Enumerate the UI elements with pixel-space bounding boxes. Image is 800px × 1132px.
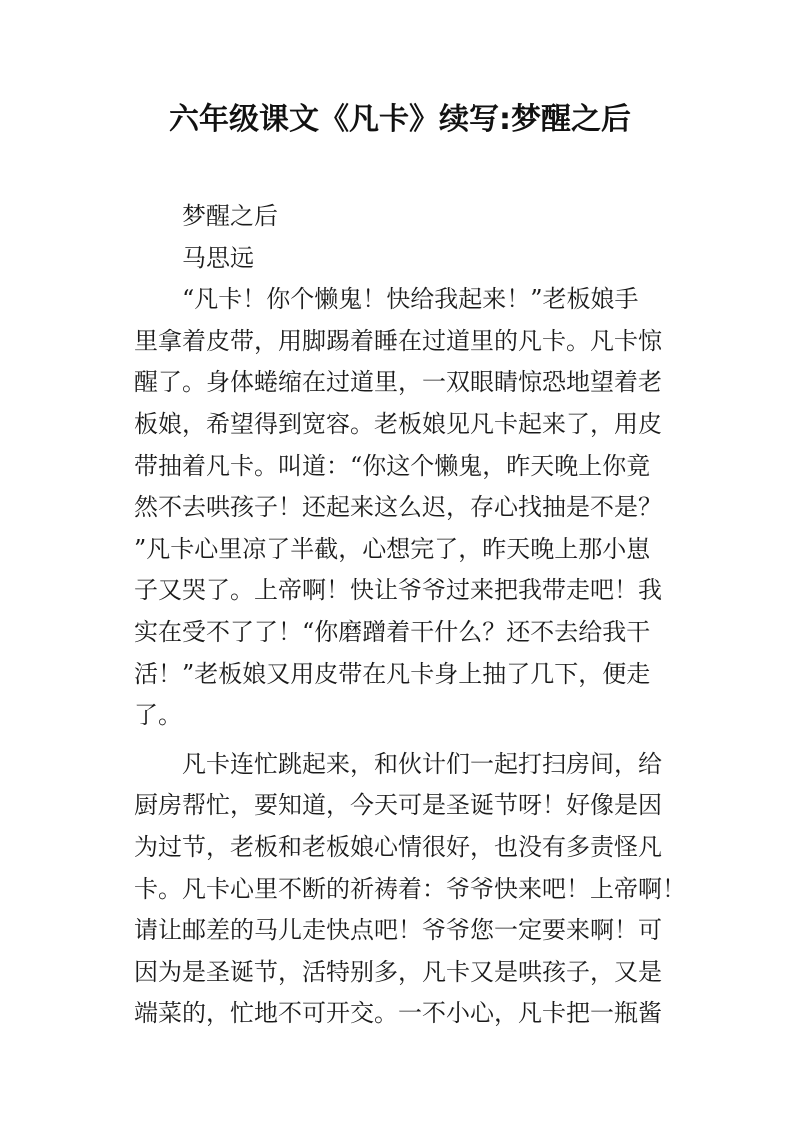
paragraph-line: 板娘，希望得到宽容。老板娘见凡卡起来了，用皮 <box>134 409 662 438</box>
paragraph-line: 卡。凡卡心里不断的祈祷着：爷爷快来吧！上帝啊！ <box>134 874 686 903</box>
paragraph-line: ”凡卡心里凉了半截，心想完了，昨天晚上那小崽 <box>134 534 651 563</box>
paragraph-line: 厨房帮忙，要知道，今天可是圣诞节呀！好像是因 <box>134 791 662 820</box>
paragraph-line: 因为是圣诞节，活特别多，凡卡又是哄孩子，又是 <box>134 957 662 986</box>
document-title: 六年级课文《凡卡》续写:梦醒之后 <box>169 102 631 137</box>
document-body <box>134 196 686 1035</box>
paragraph-line: 为过节，老板和老板娘心情很好，也没有多责怪凡 <box>134 832 662 861</box>
subtitle: 梦醒之后 <box>182 202 278 230</box>
paragraph-spacer <box>134 737 674 744</box>
paragraph-line: 请让邮差的马儿走快点吧！爷爷您一定要来啊！可 <box>134 916 662 945</box>
paragraph-line: 活！”老板娘又用皮带在凡卡身上抽了几下，便走 <box>134 659 651 688</box>
paragraph-line: 端菜的，忙地不可开交。一不小心，凡卡把一瓶酱 <box>134 999 662 1028</box>
paragraph-line: 带抽着凡卡。叫道：“你这个懒鬼，昨天晚上你竟 <box>134 451 651 480</box>
paragraph-line: 了。 <box>134 701 182 730</box>
paragraph-line: 醒了。身体蜷缩在过道里，一双眼睛惊恐地望着老 <box>134 368 662 397</box>
paragraph-line: 然不去哄孩子！还起来这么迟，存心找抽是不是？ <box>134 493 662 522</box>
paragraph-line: 子又哭了。上帝啊！快让爷爷过来把我带走吧！我 <box>134 576 662 605</box>
paragraph-line: “凡卡！你个懒鬼！快给我起来！”老板娘手 <box>182 285 639 314</box>
paragraph-2 <box>134 744 686 1035</box>
paragraph-line: 凡卡连忙跳起来，和伙计们一起打扫房间，给 <box>182 749 662 778</box>
author: 马思远 <box>182 243 254 272</box>
paragraph-line: 实在受不了了！“你磨蹭着干什么？还不去给我干 <box>134 617 651 646</box>
paragraph-1 <box>134 279 674 737</box>
paragraph-line: 里拿着皮带，用脚踢着睡在过道里的凡卡。凡卡惊 <box>134 326 662 355</box>
